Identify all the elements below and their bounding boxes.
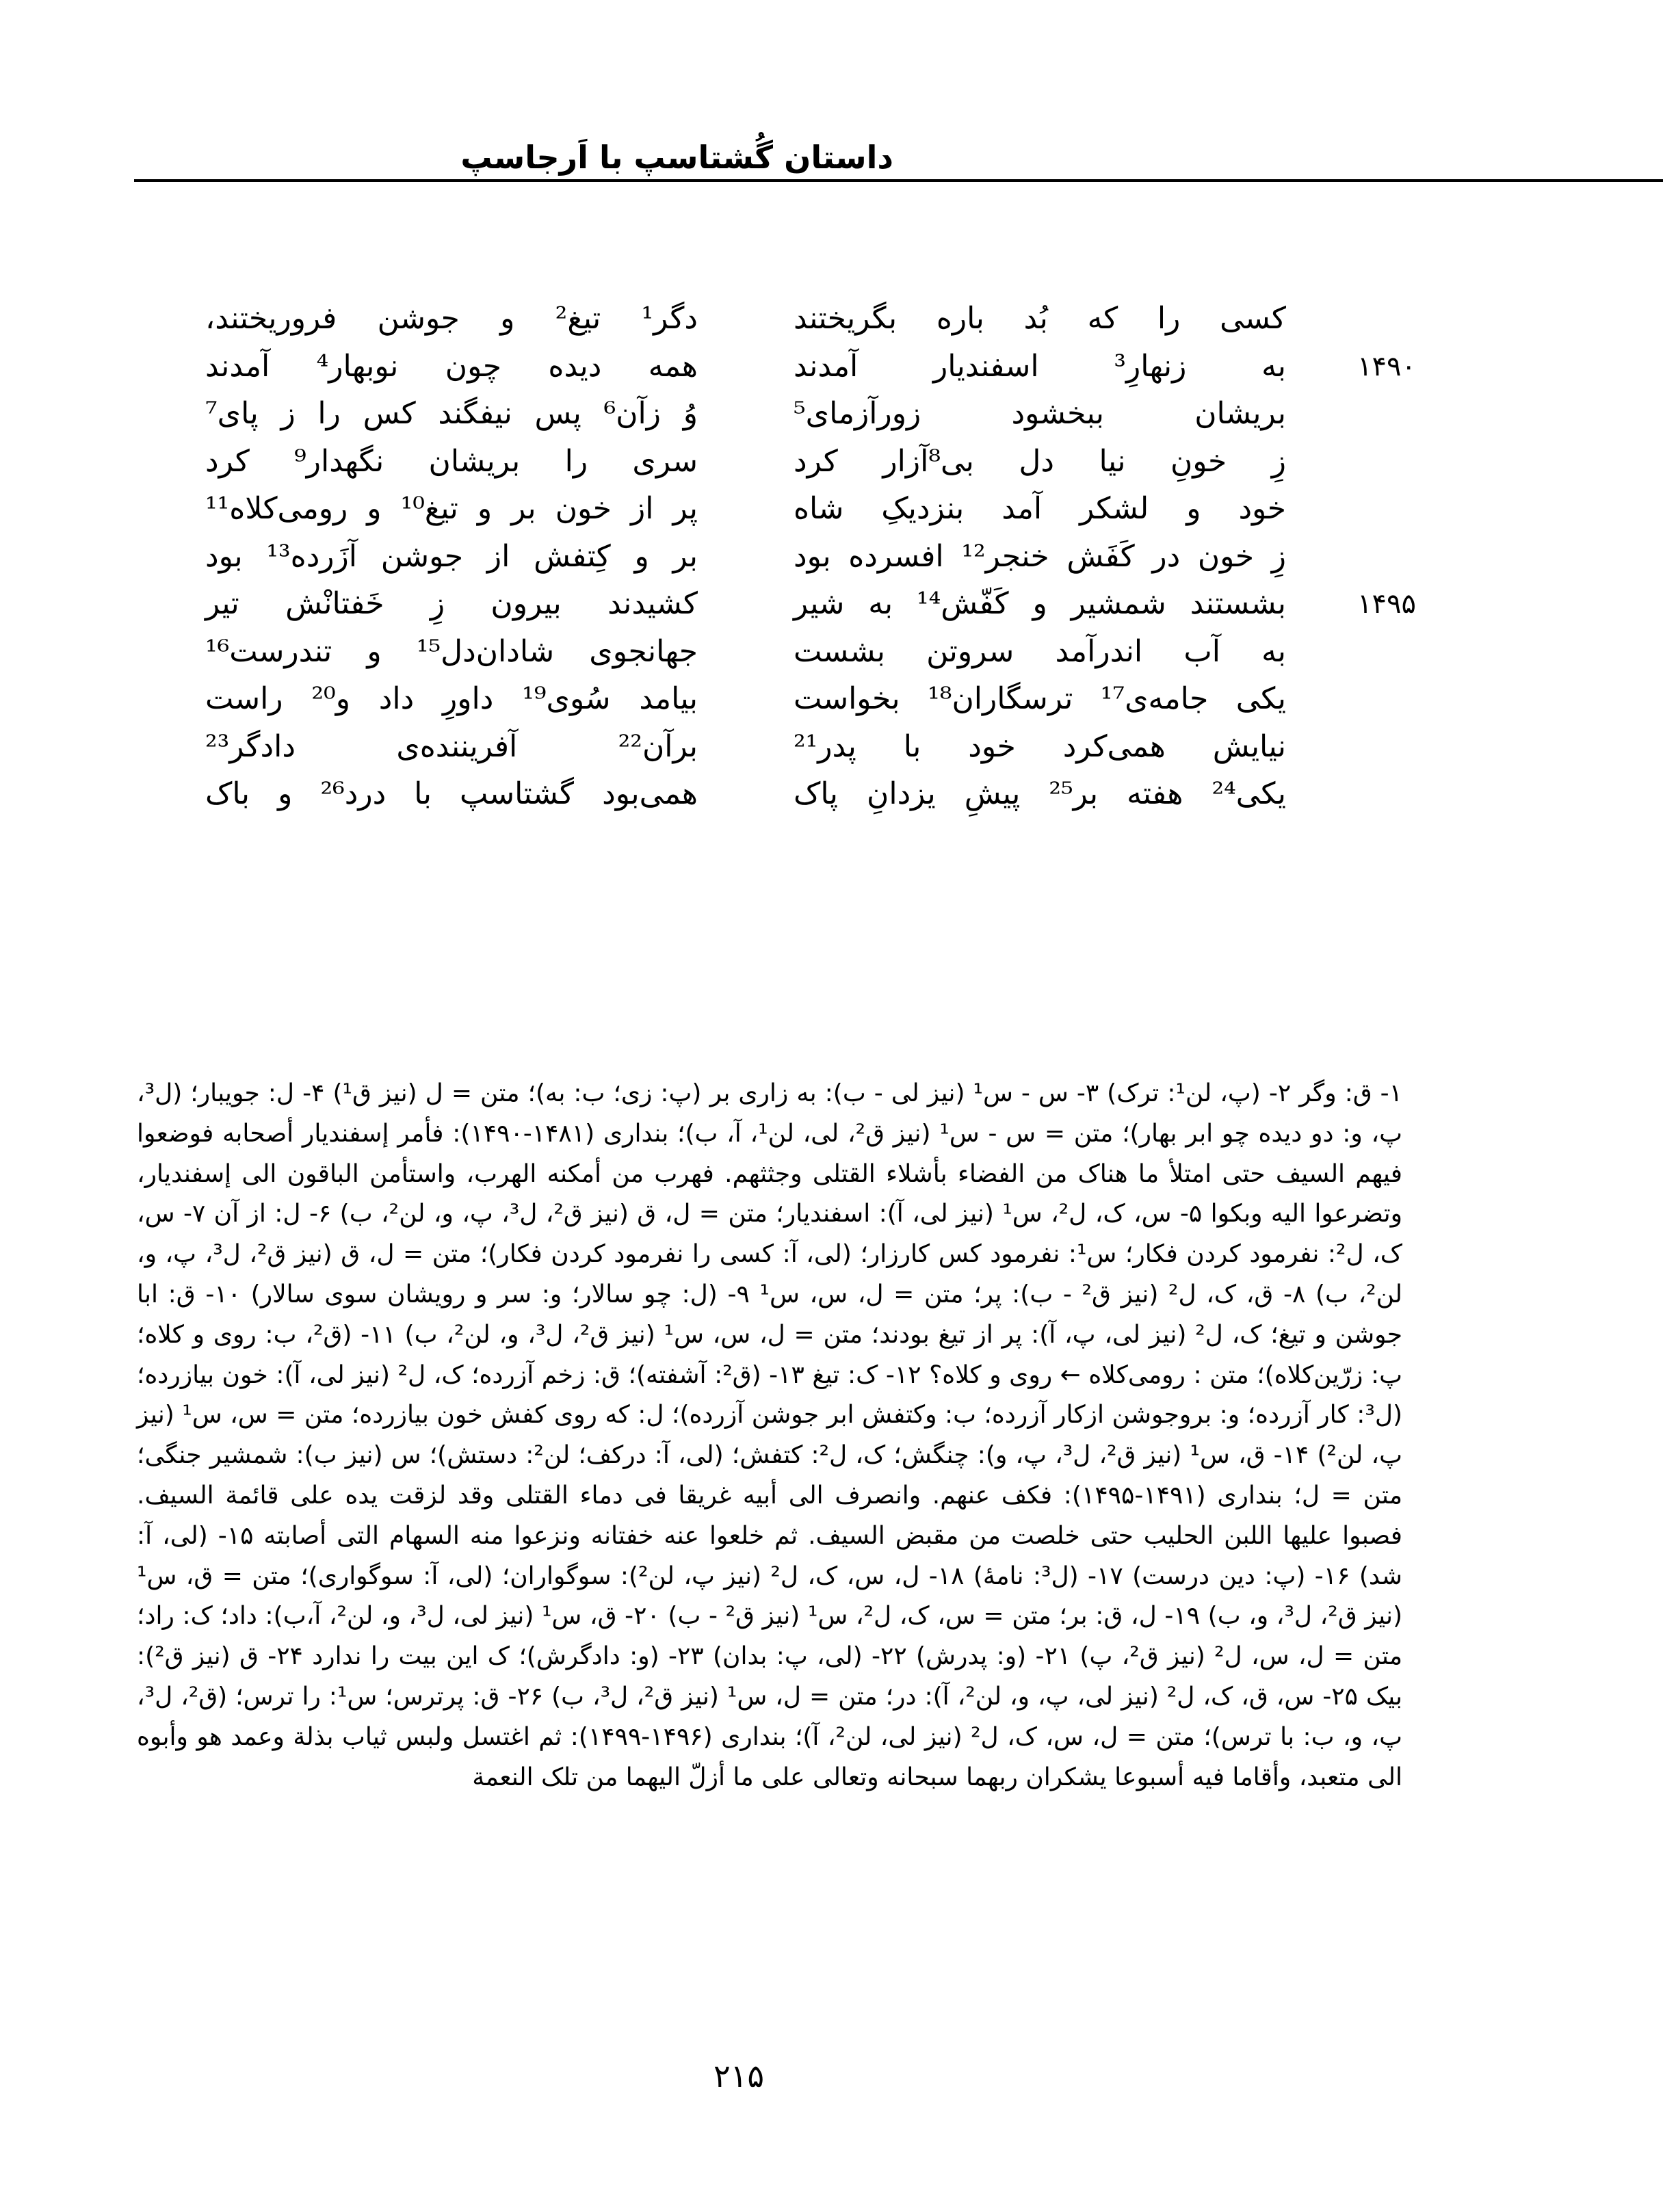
- hemistich-first: زِ خون در کَفَش خنجر¹² افسرده بود: [794, 538, 1286, 574]
- footnote-line: شد) ۱۶- (پ: دین درست) ۱۷- (ل³: نامهٔ) ۱۸- ل، س، ک، ل² (نیز پ، لن²): سوگواران؛ (لی، آ: سوگواری)؛ متن = ق، س¹ (نیز: [137, 1562, 1403, 1631]
- footnote-line: تیغ؛ ک، ل² (نیز لی، پ، آ): پر از تیغ بودند؛ متن = ل، س، س¹ (نیز ق²، ل³، و، لن²، ب) ۱۱- (ق²، ب: روی و کلاه؛ پ:: [137, 1320, 1402, 1389]
- hemistich-second: همی‌بود گشتاسپ با درد²⁶ و باک: [205, 776, 698, 811]
- verse-row: [205, 631, 1286, 679]
- hemistich-second: جهانجوی شادان‌دل¹⁵ و تندرست¹⁶: [205, 633, 698, 669]
- footnote-line: فیهم السیف حتی امتلأ ما هناک من الفضاء بأشلاء القتلی وجثثهم. فهرب من أمکنه الهرب، واستأمن الباقون الی إسفندیار،: [137, 1159, 1402, 1188]
- hemistich-first: کسی را که بُد باره بگریختند: [794, 301, 1286, 336]
- footnote-line: وتضرعوا الیه وبکوا ۵- س، ک، ل²، س¹ (نیز لی، آ): اسفندیار؛ متن = ل، ق (نیز ق²، ل³، پ، و، لن²، ب) ۶- ل: از آن ۷- س،: [137, 1200, 1402, 1228]
- page-number: ۲۱۵: [713, 2057, 765, 2094]
- hemistich-first: بشستند شمشیر و کَفّش¹⁴ به شیر: [794, 586, 1286, 621]
- footnote-line: پ، و: دو دیده چو ابر بهار)؛ متن = س - س¹ (نیز ق²، لی، لن¹، آ، ب)؛ بنداری (۱۴۸۱-۱۴۹۰): فأمر إسفندیار أصحابه فوضعوا: [137, 1119, 1402, 1148]
- verse-row: [205, 536, 1286, 584]
- footnote-line: لن²) ۱۴- ق، س¹ (نیز ق²، ل³، پ، و): چنگش؛ ک، ل²: کتفش؛ (لی، آ: درکف؛ لن²: دستش)؛ س (نیز ب): شمشیر جنگی؛: [137, 1441, 1363, 1470]
- hemistich-second: بیامد سُوی¹⁹ داورِ داد و²⁰ راست: [205, 681, 698, 716]
- verse-row: [205, 346, 1416, 394]
- hemistich-second: وُ زآن⁶ پس نیفگند کس را ز پای⁷: [205, 396, 698, 431]
- footnote-line: فصبوا علیها اللبن الحلیب حتی خلصت من مقبض السیف. ثم خلعوا عنه خفتانه ونزعوا منه السهام التی أصابته ۱۵- (لی، آ:: [137, 1521, 1402, 1550]
- header-rule: [134, 179, 1663, 182]
- hemistich-first: به زنهارِ³ اسفندیار آمدند: [794, 348, 1286, 384]
- footnote-line: ب) ۸- ق، ک، ل² (نیز ق² - ب): پر؛ متن = ل، س، س¹ ۹- (ل: چو سالار؛ و: سر و رویشان سوی سالار) ۱۰- ق: ابا جوشن و: [137, 1280, 1403, 1349]
- hemistich-first: به آب اندرآمد سروتن بشست: [794, 633, 1286, 669]
- verse-row: [205, 679, 1286, 726]
- footnote-line: متن = ل؛ بنداری (۱۴۹۱-۱۴۹۵): فکف عنهم. وانصرف الی أبیه غریقا فی دماء القتلی وقد لزقت یده علی قائمة السیف.: [137, 1481, 1402, 1510]
- verse-row: [205, 488, 1286, 536]
- verse-row: [205, 393, 1286, 441]
- hemistich-first: یکی جامه‌ی¹⁷ ترسگاران¹⁸ بخواست: [794, 681, 1286, 716]
- footnote-line: (ل³: کار آزرده؛ و: بروجوشن ازکار آزرده؛ ب: وکتفش ابر جوشن آزرده)؛ ل: که روی کفش خون بیازرده؛ متن = س، س¹ (نیز پ،: [137, 1401, 1403, 1470]
- footnote-line: ۱- ق: وگر ۲- (پ، لن¹: ترک) ۳- س - س¹ (نیز لی - ب): به زاری بر (پ: زی؛ ب: به)؛ متن = ل (نیز ق¹) ۴- ل: جویبار؛ (ل³،: [137, 1079, 1402, 1107]
- footnote-line: زرّین‌کلاه)؛ متن : رومی‌کلاه ← روی و کلاه؟ ۱۲- ک: تیغ ۱۳- (ق²: آشفته)؛ ق: زخم آزرده؛ ک، ل² (نیز لی، آ): خون بیازرده؛: [137, 1360, 1363, 1389]
- hemistich-first: بریشان ببخشود زورآزمای⁵: [794, 396, 1286, 431]
- hemistich-first: یکی²⁴ هفته بر²⁵ پیشِ یزدانِ پاک: [794, 776, 1286, 811]
- verse-row: [205, 726, 1286, 774]
- footnote-line: ک، ل²: نفرمود کردن فکار؛ س¹: نفرمود کس کارزار؛ (لی، آ: کسی را نفرمود کردن فکار)؛ متن = ل، ق (نیز ق²، ل³، پ، و، لن²،: [137, 1240, 1402, 1308]
- footnote-line: ل، س، ل² (نیز ق²، پ) ۲۱- (و: پدرش) ۲۲- (لی، پ: بدان) ۲۳- (و: دادگرش)؛ ک این بیت را ندارد ۲۴- ق (نیز ق²): بیک ۲۵- س،: [137, 1642, 1403, 1711]
- hemistich-second: بر و کِتفش از جوشن آزَرده¹³ بود: [205, 538, 698, 574]
- hemistich-second: سری را بریشان نگهدار⁹ کرد: [205, 443, 698, 479]
- verse-row: [205, 583, 1416, 631]
- verse-number: ۱۴۹۵: [1357, 588, 1416, 620]
- footnote-line: وأقاما فیه أسبوعا یشکران ربهما سبحانه وتعالی علی ما أزلّ الیهما من تلک النعمة: [472, 1763, 1292, 1791]
- poem-body: [205, 298, 1416, 821]
- verse-row: [205, 298, 1286, 346]
- hemistich-first: نیایش همی‌کرد خود با پدر²¹: [794, 728, 1286, 764]
- footnote-line: ق، ک، ل² (نیز لی، پ، و، لن²، آ): در؛ متن = ل، س¹ (نیز ق²، ل³، ب) ۲۶- ق: پرترس؛ س¹: را ترس؛ (ق²، ل³، پ، و، ب: با: [137, 1682, 1403, 1751]
- hemistich-second: کشیدند بیرون زِ خَفتانْش تیر: [205, 586, 698, 621]
- running-header-title: داستان گُشتاسپ با اَرجاسپ: [460, 139, 893, 176]
- footnote-line: ق²، ل³، و، ب) ۱۹- ل، ق: بر؛ متن = س، ک، ل²، س¹ (نیز ق² - ب) ۲۰- ق، س¹ (نیز لی، ل³، و، لن²، آ،ب): داد؛ ک: راد؛ متن =: [137, 1602, 1402, 1671]
- critical-apparatus-footnotes: [137, 1074, 1402, 1798]
- hemistich-second: دگر¹ تیغ² و جوشن فروریختند،: [205, 301, 698, 336]
- hemistich-second: پر از خون بر و تیغ¹⁰ و رومی‌کلاه¹¹: [205, 491, 698, 526]
- verse-row: [205, 441, 1286, 489]
- footnote-line: ترس)؛ متن = ل، س، ک، ل² (نیز لی، لن²، آ)؛ بنداری (۱۴۹۶-۱۴۹۹): ثم اغتسل ولبس ثیاب بذلة وعمد هو وأبوه الی متعبد،: [137, 1722, 1402, 1791]
- verse-row: [205, 774, 1286, 821]
- hemistich-second: همه دیده چون نوبهار⁴ آمدند: [205, 348, 698, 384]
- hemistich-second: برآن²² آفریننده‌ی دادگر²³: [205, 728, 698, 764]
- hemistich-first: خود و لشکر آمد بنزدیکِ شاه: [794, 491, 1286, 526]
- verse-number: ۱۴۹۰: [1357, 350, 1416, 382]
- hemistich-first: زِ خونِ نیا دل بی⁸آزار کرد: [794, 443, 1287, 479]
